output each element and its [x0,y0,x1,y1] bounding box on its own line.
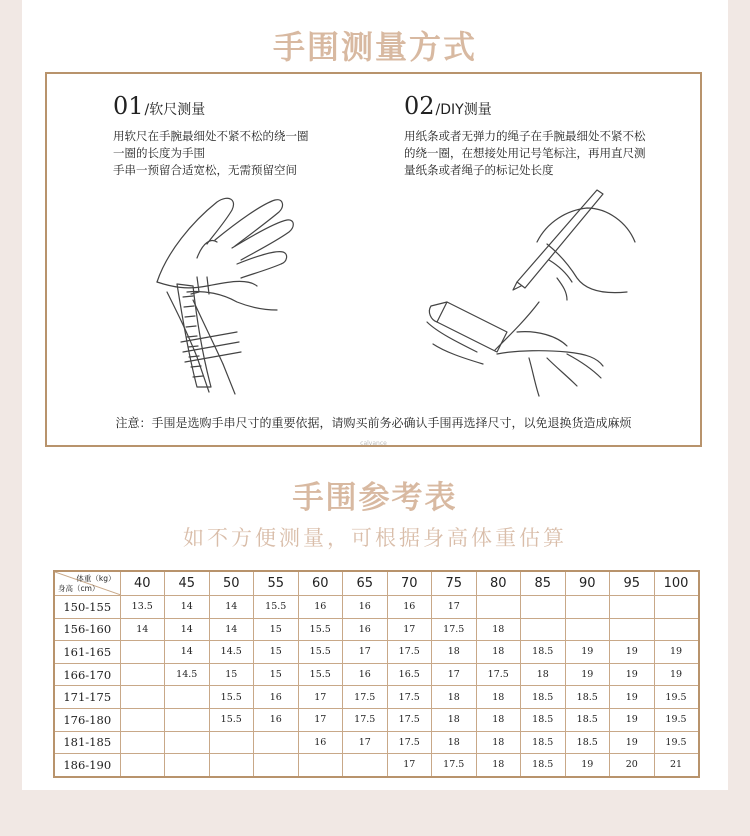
weight-header-cell: 85 [521,571,566,596]
size-cell: 14 [165,596,210,619]
height-header-cell: 181-185 [54,731,120,754]
section-title-measure: 手围测量方式 [272,28,477,66]
method-diy [404,92,694,179]
size-cell [120,641,165,664]
size-cell: 18 [476,708,521,731]
table-header-row [54,571,699,596]
height-header-cell: 176-180 [54,708,120,731]
notice-text: 注意：手围是选购手串尺寸的重要依据，请购买前务必确认手围再选择尺寸，以免退换货造成麻烦 [115,416,632,430]
size-cell: 18 [432,708,477,731]
size-cell [120,663,165,686]
size-cell: 16 [254,686,299,709]
size-cell: 19.5 [654,731,699,754]
size-cell [521,618,566,641]
size-cell: 19 [610,708,655,731]
size-cell: 19 [610,663,655,686]
size-cell [120,686,165,709]
size-cell: 19 [565,754,610,777]
size-cell: 17 [432,663,477,686]
size-cell: 18.5 [521,641,566,664]
size-cell: 18 [432,731,477,754]
section-subtitle: 如不方便测量，可根据身高体重估算 [183,526,567,550]
brand-watermark: calvance [360,440,387,447]
size-cell: 19 [610,641,655,664]
size-cell: 19 [654,663,699,686]
size-cell: 19.5 [654,686,699,709]
method-name: /DIY测量 [435,102,492,118]
size-cell: 17.5 [387,708,432,731]
height-axis-label: 身高（cm） [58,584,100,593]
table-row [54,663,699,686]
size-cell: 19 [565,663,610,686]
section-title-reference: 手围参考表 [292,480,458,516]
size-cell [209,754,254,777]
size-cell [565,618,610,641]
size-cell: 18.5 [521,731,566,754]
size-cell: 15.5 [298,663,343,686]
size-cell: 15.5 [209,708,254,731]
size-cell: 16 [298,731,343,754]
height-header-cell: 171-175 [54,686,120,709]
size-cell [298,754,343,777]
weight-header-cell: 70 [387,571,432,596]
size-cell [165,754,210,777]
method-number: 01 [113,92,144,120]
size-cell: 16.5 [387,663,432,686]
size-cell: 20 [610,754,655,777]
weight-header-cell: 95 [610,571,655,596]
weight-header-cell: 55 [254,571,299,596]
size-cell [521,596,566,619]
size-cell: 17.5 [343,686,388,709]
size-cell: 18 [476,731,521,754]
size-cell: 15.5 [298,641,343,664]
description-line: 量纸条或者绳子的标记处长度 [404,163,554,177]
size-cell: 17 [298,686,343,709]
weight-header-cell: 50 [209,571,254,596]
size-cell [476,596,521,619]
size-cell [610,596,655,619]
size-cell: 18 [432,641,477,664]
table-row [54,686,699,709]
table-row [54,754,699,777]
weight-header-cell: 90 [565,571,610,596]
size-cell: 18.5 [521,754,566,777]
size-cell: 17.5 [387,731,432,754]
size-cell: 17 [387,754,432,777]
size-cell: 17.5 [432,754,477,777]
size-cell: 14.5 [165,663,210,686]
size-cell: 16 [343,663,388,686]
size-cell: 16 [387,596,432,619]
description-line: 用软尺在手腕最细处不紧不松的绕一圈 [113,129,309,143]
description-line: 用纸条或者无弹力的绳子在手腕最细处不紧不松 [404,129,646,143]
size-cell: 21 [654,754,699,777]
size-cell: 18.5 [565,731,610,754]
weight-header-cell: 80 [476,571,521,596]
size-cell: 18.5 [521,686,566,709]
size-cell: 15 [254,641,299,664]
size-cell: 18.5 [565,708,610,731]
table-row [54,708,699,731]
size-cell [165,686,210,709]
weight-header-cell: 45 [165,571,210,596]
size-cell: 14 [165,618,210,641]
size-cell: 15 [209,663,254,686]
size-reference-table [53,570,700,778]
size-cell: 19 [654,641,699,664]
size-cell [610,618,655,641]
method-description [113,128,353,179]
height-header-cell: 156-160 [54,618,120,641]
table-row [54,641,699,664]
size-cell: 16 [298,596,343,619]
size-cell [654,618,699,641]
table-body [54,596,699,777]
size-cell: 17 [343,641,388,664]
size-cell [254,754,299,777]
size-cell: 18.5 [565,686,610,709]
size-cell: 15 [254,663,299,686]
hand-with-pen-illustration [417,182,647,402]
table-row [54,618,699,641]
size-cell: 18 [476,618,521,641]
size-cell [565,596,610,619]
size-cell: 17 [387,618,432,641]
size-cell: 14 [209,618,254,641]
size-cell: 18 [476,754,521,777]
size-cell: 14 [165,641,210,664]
method-soft-tape [113,92,353,179]
size-cell: 15 [254,618,299,641]
size-cell: 16 [254,708,299,731]
description-line: 的绕一圈，在想接处用记号笔标注，再用直尺测 [404,146,646,160]
size-cell [254,731,299,754]
size-cell: 18 [521,663,566,686]
weight-header-cell: 60 [298,571,343,596]
hand-with-tape-illustration [137,182,317,402]
size-cell [120,754,165,777]
size-cell: 14 [209,596,254,619]
size-cell: 17 [343,731,388,754]
size-cell: 18.5 [521,708,566,731]
size-cell: 18 [476,686,521,709]
method-description [404,128,694,179]
size-cell [165,708,210,731]
size-cell: 19 [610,686,655,709]
size-cell: 16 [343,618,388,641]
height-header-cell: 166-170 [54,663,120,686]
size-cell: 18 [476,641,521,664]
size-cell [209,731,254,754]
size-cell: 16 [343,596,388,619]
table-corner-cell [54,571,120,596]
size-cell: 14.5 [209,641,254,664]
size-cell [654,596,699,619]
size-cell: 19.5 [654,708,699,731]
description-line: 一圈的长度为手围 [113,146,205,160]
size-cell: 15.5 [209,686,254,709]
height-header-cell: 161-165 [54,641,120,664]
size-cell: 14 [120,618,165,641]
size-cell [343,754,388,777]
description-line: 手串一预留合适宽松，无需预留空间 [113,163,297,177]
size-cell: 13.5 [120,596,165,619]
table-row [54,731,699,754]
height-header-cell: 150-155 [54,596,120,619]
size-cell: 18 [432,686,477,709]
size-cell: 17 [432,596,477,619]
size-cell [120,708,165,731]
method-number: 02 [404,92,435,120]
height-header-cell: 186-190 [54,754,120,777]
weight-header-cell: 65 [343,571,388,596]
size-cell: 15.5 [298,618,343,641]
size-cell: 17.5 [432,618,477,641]
weight-header-cell: 100 [654,571,699,596]
size-cell: 17.5 [476,663,521,686]
method-name: /软尺测量 [144,102,206,118]
table-row [54,596,699,619]
size-cell: 15.5 [254,596,299,619]
size-cell: 19 [565,641,610,664]
weight-header-cell: 75 [432,571,477,596]
size-cell [165,731,210,754]
size-cell: 17 [298,708,343,731]
size-cell: 17.5 [343,708,388,731]
weight-header-cell: 40 [120,571,165,596]
size-cell: 17.5 [387,641,432,664]
size-cell: 19 [610,731,655,754]
size-cell [120,731,165,754]
weight-axis-label: 体重（kg） [76,574,116,583]
size-cell: 17.5 [387,686,432,709]
measure-method-box [45,72,702,447]
